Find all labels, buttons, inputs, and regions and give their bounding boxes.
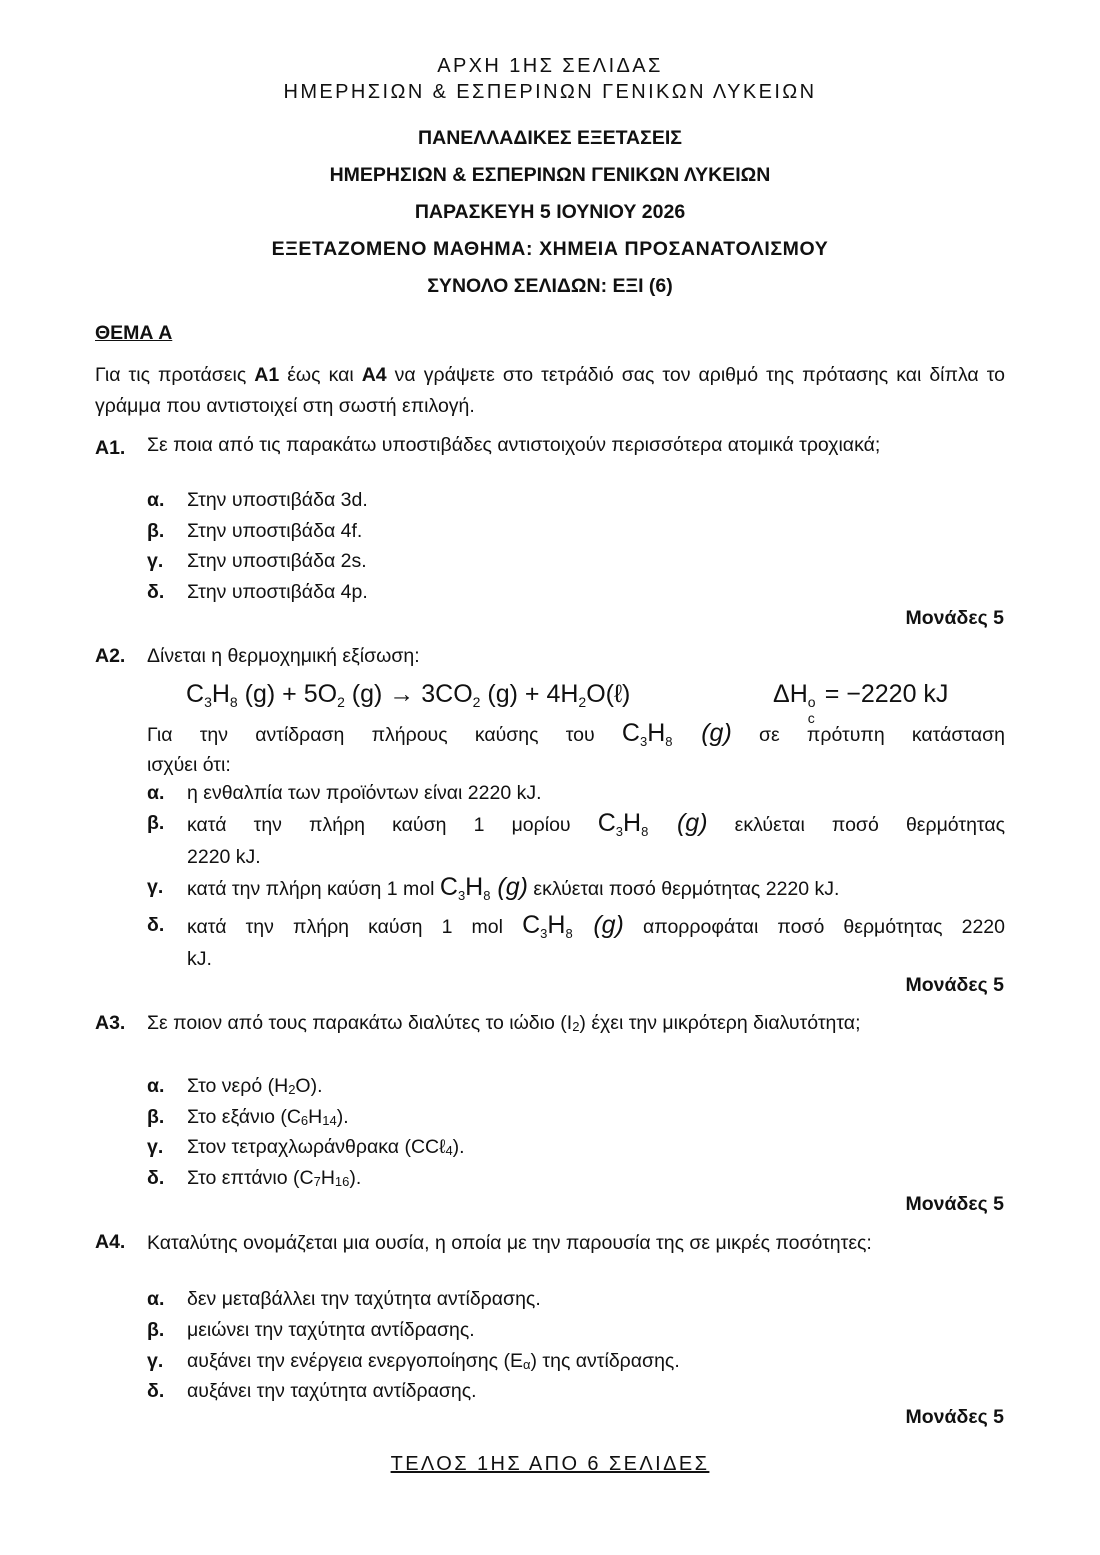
option-text: Στην υποστιβάδα 4f. xyxy=(187,520,363,542)
eq-dh-value: = −2220 kJ xyxy=(817,680,949,708)
f-sub: 8 xyxy=(665,734,673,749)
eq-sub: 3 xyxy=(204,694,212,710)
exam-title: ΠΑΝΕΛΛΑΔΙΚΕΣ ΕΞΕΤΑΣΕΙΣ xyxy=(418,127,682,149)
eq-part: (g) + 4H xyxy=(480,680,579,708)
eq-sub: 8 xyxy=(229,694,238,710)
eq-hydrogen: H xyxy=(211,680,230,708)
option-label: γ. xyxy=(147,876,164,898)
a4-option-c xyxy=(147,1346,680,1377)
a3-option-a xyxy=(147,1071,323,1102)
a2-lead-line2: ισχύει ότι: xyxy=(147,754,231,776)
option-text-b: εκλύεται ποσό θερμότητας xyxy=(734,814,1006,836)
propane-formula: $C_3H_8$ (g) xyxy=(522,911,624,941)
f-h: H xyxy=(647,719,666,747)
a3-option-d xyxy=(147,1163,362,1194)
option-sub: 6 xyxy=(300,1113,309,1128)
option-text-d: απορροφάται ποσό θερμότητας 2220 xyxy=(643,916,1005,938)
option-text: ). xyxy=(349,1167,362,1189)
option-text: αυξάνει την ενέργεια ενεργοποίησης (E xyxy=(187,1350,523,1372)
eq-combustion-sub: c xyxy=(807,710,815,726)
option-text: H xyxy=(320,1167,335,1189)
option-label: α. xyxy=(147,1288,165,1310)
a2-option-b xyxy=(147,808,164,839)
page-footer: ΤΕΛΟΣ 1ΗΣ ΑΠΟ 6 ΣΕΛΙΔΕΣ xyxy=(390,1453,710,1475)
a2-lead-text: Για την αντίδραση πλήρους καύσης του xyxy=(147,724,622,746)
option-label: δ. xyxy=(147,581,165,603)
question-a2-number: Α2. xyxy=(95,645,126,667)
eq-standard-sup: o xyxy=(807,694,816,710)
eq-sub: 2 xyxy=(578,694,587,710)
a4-option-b xyxy=(147,1315,475,1346)
a4-option-d xyxy=(147,1376,477,1407)
exam-date: ΠΑΡΑΣΚΕΥΗ 5 ΙΟΥΝΙΟΥ 2026 xyxy=(414,201,686,223)
propane-formula: $C_3H_8$ (g) xyxy=(597,809,708,839)
question-a1-text: Σε ποια από τις παρακάτω υποστιβάδες αντιστοιχούν περισσότερα ατομικά τροχιακά; xyxy=(147,434,881,456)
option-text: O). xyxy=(295,1075,323,1097)
option-text: εκλύεται ποσό θερμότητας 2220 kJ. xyxy=(527,878,840,900)
exam-pages: ΣΥΝΟΛΟ ΣΕΛΙΔΩΝ: ΕΞΙ (6) xyxy=(427,275,673,297)
enthalpy-change xyxy=(773,676,949,726)
option-text: Στην υποστιβάδα 4p. xyxy=(187,581,368,603)
option-sub: 7 xyxy=(313,1174,321,1189)
option-label: γ. xyxy=(147,550,164,572)
a2-option-a xyxy=(147,778,542,809)
option-text: Στην υποστιβάδα 3d. xyxy=(187,489,368,511)
a2-option-d xyxy=(147,910,164,941)
a1-option-b xyxy=(147,516,363,547)
a4-marks: Μονάδες 5 xyxy=(905,1406,1004,1428)
option-text: Στην υποστιβάδα 2s. xyxy=(187,550,367,572)
question-a3-number: Α3. xyxy=(95,1012,126,1034)
propane-formula xyxy=(622,719,732,747)
option-text: Στο νερό (H xyxy=(187,1075,289,1097)
option-label: β. xyxy=(147,1319,165,1341)
option-sub: 14 xyxy=(322,1113,337,1128)
a3-option-b xyxy=(147,1102,349,1133)
option-text: ). xyxy=(452,1136,465,1158)
intro-text-3: να γράψετε στο τετράδιό σας τον αριθμό της πρότασης και δίπλα το γράμμα που αντιστοιχεί στη σωστή επιλογή. xyxy=(95,364,1005,417)
option-text: Στον τετραχλωράνθρακα (CCℓ xyxy=(187,1136,446,1158)
a2-option-b-line1 xyxy=(187,808,1005,847)
question-a2-text: Δίνεται η θερμοχημική εξίσωση: xyxy=(147,645,420,667)
intro-bold-a1: Α1 xyxy=(254,364,280,386)
question-a4-text: Καταλύτης ονομάζεται μια ουσία, η οποία με την παρουσία της σε μικρές ποσότητες: xyxy=(147,1232,872,1254)
option-label: γ. xyxy=(147,1350,164,1372)
option-text: ). xyxy=(336,1106,349,1128)
intro-text-1: Για τις προτάσεις xyxy=(95,364,255,386)
option-text: ) της αντίδρασης. xyxy=(530,1350,680,1372)
option-text: κατά την πλήρη καύση 1 mol xyxy=(187,878,440,900)
a2-lead-tail: σε πρότυπη κατάσταση xyxy=(758,724,1005,746)
a2-option-d-line1 xyxy=(187,910,1005,949)
f-sub: 3 xyxy=(639,734,648,749)
a3-marks: Μονάδες 5 xyxy=(905,1193,1004,1215)
option-sub: α xyxy=(522,1357,531,1372)
option-text: Στο εξάνιο (C xyxy=(187,1106,301,1128)
a1-marks: Μονάδες 5 xyxy=(905,607,1004,629)
eq-part: (g) + 5O xyxy=(237,680,338,708)
option-text: μειώνει την ταχύτητα αντίδρασης. xyxy=(187,1319,475,1341)
a2-option-c xyxy=(147,872,840,903)
option-text: H xyxy=(308,1106,323,1128)
option-label: α. xyxy=(147,1075,165,1097)
option-text: η ενθαλπία των προϊόντων είναι 2220 kJ. xyxy=(187,782,542,804)
eq-sub: 2 xyxy=(472,694,481,710)
a2-marks: Μονάδες 5 xyxy=(905,974,1004,996)
option-label: δ. xyxy=(147,914,165,936)
option-text: κατά την πλήρη καύση 1 μορίου xyxy=(187,814,598,836)
exam-school: ΗΜΕΡΗΣΙΩΝ & ΕΣΠΕΡΙΝΩΝ ΓΕΝΙΚΩΝ ΛΥΚΕΙΩΝ xyxy=(329,164,771,186)
option-text: Στο επτάνιο (C xyxy=(187,1167,314,1189)
a4-option-a xyxy=(147,1284,541,1315)
a3-text-post: ) έχει την μικρότερη διαλυτότητα; xyxy=(579,1012,861,1034)
option-sub: 2 xyxy=(288,1082,296,1097)
exam-subject: ΕΞΕΤΑΖΟΜΕΝΟ ΜΑΘΗΜΑ: ΧΗΜΕΙΑ ΠΡΟΣΑΝΑΤΟΛΙΣΜΟΥ xyxy=(271,238,829,260)
eq-part: (g) → 3CO xyxy=(344,680,473,708)
question-a1-number: Α1. xyxy=(95,437,126,459)
a1-option-c xyxy=(147,546,367,577)
option-text: κατά την πλήρη καύση 1 mol xyxy=(187,916,523,938)
a1-option-d xyxy=(147,577,368,608)
propane-formula: $C_3H_8$ (g) xyxy=(439,873,528,903)
intro-bold-a4: Α4 xyxy=(361,364,387,386)
a3-option-c xyxy=(147,1132,465,1163)
option-text: αυξάνει την ταχύτητα αντίδρασης. xyxy=(187,1380,477,1402)
a2-option-d-line2: kJ. xyxy=(187,948,212,970)
a3-text-pre: Σε ποιον από τους παρακάτω διαλύτες το ιώδιο (I xyxy=(147,1012,573,1034)
eq-delta-h: ΔH xyxy=(773,680,808,708)
page-header-school: ΗΜΕΡΗΣΙΩΝ & ΕΣΠΕΡΙΝΩΝ ΓΕΝΙΚΩΝ ΛΥΚΕΙΩΝ xyxy=(283,81,817,103)
a2-lead-line1 xyxy=(147,718,1005,757)
section-title: ΘΕΜΑ Α xyxy=(95,322,173,344)
option-label: β. xyxy=(147,1106,165,1128)
a1-option-a xyxy=(147,485,368,516)
option-label: β. xyxy=(147,520,165,542)
eq-carbon: C xyxy=(186,680,205,708)
option-label: γ. xyxy=(147,1136,164,1158)
intro-text-2: έως και xyxy=(279,364,362,386)
option-label: δ. xyxy=(147,1167,165,1189)
option-sub: 4 xyxy=(445,1143,453,1158)
f-c: C xyxy=(621,719,640,747)
f-state: (g) xyxy=(672,719,732,747)
option-label: β. xyxy=(147,812,165,834)
question-a4-number: Α4. xyxy=(95,1231,126,1253)
intro-paragraph xyxy=(95,360,1005,422)
option-sub: 16 xyxy=(334,1174,350,1189)
eq-sub: 2 xyxy=(337,694,345,710)
thermochemical-equation xyxy=(186,676,630,720)
a2-option-b-line2: 2220 kJ. xyxy=(187,846,261,868)
question-a3-text xyxy=(147,1008,1005,1042)
eq-part: O(ℓ) xyxy=(586,680,631,708)
option-label: δ. xyxy=(147,1380,165,1402)
option-text: δεν μεταβάλλει την ταχύτητα αντίδρασης. xyxy=(187,1288,541,1310)
page-header-top: ΑΡΧΗ 1ΗΣ ΣΕΛΙΔΑΣ xyxy=(437,55,663,77)
a3-text-sub: 2 xyxy=(572,1019,580,1034)
option-label: α. xyxy=(147,489,165,511)
option-label: α. xyxy=(147,782,165,804)
